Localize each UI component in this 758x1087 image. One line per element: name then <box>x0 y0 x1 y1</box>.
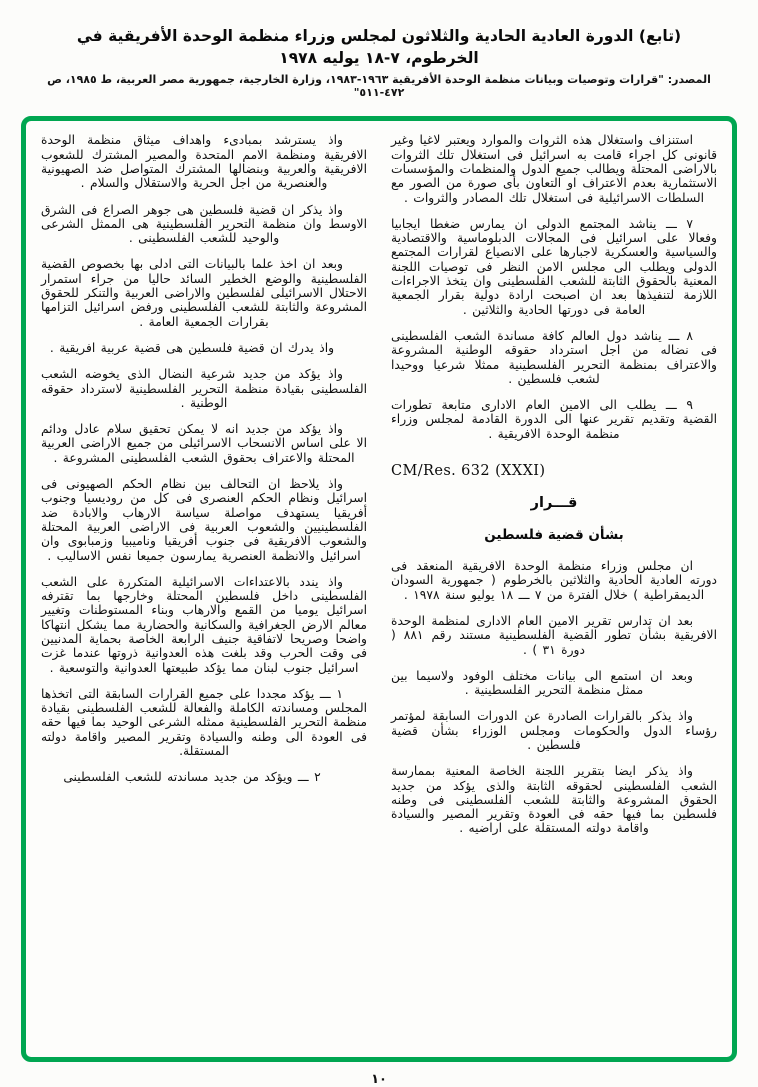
right-column <box>391 133 717 1047</box>
paragraph: واذ يلاحظ ان التحالف بين نظام الحكم الصهيونى فى اسرائيل ونظام الحكم العنصرى فى كل من روديسيا وجنوب أفريقيا يستهدف مواصلة سياسة الارهاب والابادة ضد الفلسطينيين والشعوب العربية فى الاراضى العربية المحتلة والشعوب الافريقية فى جنوب أفريقيا وناميبيا وزمبابوى وان اسرائيل والانظمة العنصرية يمارسون جميعا نفس الاساليب . <box>41 477 367 563</box>
paragraph: واذ يسترشد بمبادىء واهداف ميثاق منظمة الوحدة الافريقية ومنظمة الامم المتحدة والمصير المشترك للشعوب الافريقية والعربية وبنضالها المشترك المتواصل ضد الصهيونية والعنصرية من اجل الحرية والاستقلال والسلام . <box>41 133 367 191</box>
resolution-reference: CM/Res. 632 (XXXI) <box>391 463 546 480</box>
paragraph-item-8: ٨ ـــ يناشد دول العالم كافة مساندة الشعب الفلسطينى فى نضاله من اجل استرداد حقوقه الوطنية المشروعة والاعتراف بمنظمة التحرير الفلسطينية ممثلا شرعيا ووحيدا لشعب فلسطين . <box>391 328 717 386</box>
left-column <box>41 133 367 1047</box>
paragraph: واذ يؤكد من جديد شرعية النضال الذى يخوضه الشعب الفلسطينى بقيادة منظمة التحرير الفلسطينية لاسترداد حقوقه الوطنية . <box>41 367 367 410</box>
paragraph: واذ يؤكد من جديد انه لا يمكن تحقيق سلام عادل ودائم الا على اساس الانسحاب الاسرائيلى من جميع الاراضى العربية المحتلة والاعتراف بحقوق الشعب الفلسطينى المشروعة . <box>41 422 367 465</box>
paragraph: واذ يدرك ان قضية فلسطين هى قضية عربية افريقية . <box>49 340 335 355</box>
resolution-heading: قـــرار <box>530 495 578 512</box>
paragraph: استنزاف واستغلال هذه الثروات والموارد ويعتبر لاغيا وغير قانونى كل اجراء قامت به اسرائيل فى استغلال تلك الثروات بالاراضى المحتلة ويطالب جميع الدول والمنظمات والمؤسسات الاستثمارية بعدم الاعتراف او التعاون بأى صورة من الصور مع السلطات الاسرائيلية فى استغلال تلك المصادر والثروات . <box>391 133 717 205</box>
paragraph: وبعد ان اخذ علما بالبيانات التى ادلى بها بخصوص القضية الفلسطينية والوضع الخطير السائد حاليا من جراء استمرار الاحتلال الاسرائيلى لفلسطين والاراضى العربية والتنكر للحقوق المشروعة والثابتة للشعب الفلسطينى ورفض اسرائيل التزامها بقرارات الجمعية العامة . <box>41 257 367 329</box>
page-header <box>0 0 758 99</box>
paragraph: واذ يذكر ايضا بتقرير اللجنة الخاصة المعنية بممارسة الشعب الفلسطينى لحقوقه الثابتة والذى يؤكد من جديد الحقوق المشروعة والثابتة للشعب الفلسطينى فى وطنه فلسطين بما فيها حقه فى العودة وتقرير المصير والسيادة واقامة دولته المستقلة على اراضيه . <box>391 764 717 836</box>
document-title: (تابع) الدورة العادية الحادية والثلاثون لمجلس وزراء منظمة الوحدة الأفريقية في الخرطوم، ٧-١٨ يوليه ١٩٧٨ <box>76 27 682 67</box>
paragraph: واذ يندد بالاعتداءات الاسرائيلية المتكررة على الشعب الفلسطينى داخل فلسطين المحتلة وخارجها بما تقترفه اسرائيل يوميا من القمع والارهاب وبناء المستوطنات وتغيير معالم الارض الجغرافية والسكانية والحضارية مما يشكل انتهاكا واضحا وصريحا لاتفاقية جنيف الرابعة الخاصة بحماية المدنيين فى وقت الحرب وقد بلغت هذه العدوانية ذروتها عندما غزت اسرائيل جنوب لبنان مما يؤكد طبيعتها العدوانية والتوسعية . <box>41 574 367 675</box>
resolution-subject-heading: بشأن قضية فلسطين <box>484 527 624 544</box>
paragraph: واذ يذكر بالقرارات الصادرة عن الدورات السابقة لمؤتمر رؤساء الدول والحكومات ومجلس الوزراء بشأن قضية فلسطين . <box>391 709 717 752</box>
page-number: ١٠ <box>371 1072 387 1087</box>
two-column-body <box>41 133 717 1047</box>
source-citation: المصدر: "قرارات وتوصيات وبيانات منظمة الوحدة الأفريقية ١٩٦٣-١٩٨٣، وزارة الخارجية، جمهورية مصر العربية، ط ١٩٨٥، ص ٤٧٢-٥١١" <box>47 73 711 100</box>
paragraph-item-1: ١ ـــ يؤكد مجددا على جميع القرارات السابقة التى اتخذها المجلس ومساندته الكاملة والفعالة للشعب الفلسطينى بقيادة منظمة التحرير الفلسطينية ممثله الشرعى الوحيد بما فيها حقه فى العودة الى وطنه والسيادة وتقرير المصير واقامة دولته المستقلة. <box>41 686 367 759</box>
paragraph-item-9: ٩ ـــ يطلب الى الامين العام الادارى متابعة تطورات القضية وتقديم تقرير عنها الى الدورة القادمة لمجلس وزراء منظمة الوحدة الافريقية . <box>391 398 717 441</box>
page-footer <box>0 1072 758 1087</box>
paragraph: ان مجلس وزراء منظمة الوحدة الافريقية المنعقد فى دورته العادية الحادية والثلاثين بالخرطوم ( جمهورية السودان الديمقراطية ) خلال الفترة من ٧ ـــ ١٨ يوليو سنة ١٩٧٨ . <box>391 559 717 602</box>
paragraph-item-7: ٧ ـــ يناشد المجتمع الدولى ان يمارس ضغطا ايجابيا وفعالا على اسرائيل فى المجالات الدبلوماسية والاقتصادية والسياسية والعسكرية لاجبارها على الانصياع لقرارات المجتمع الدولى ويطلب الى مجلس الامن النظر فى توصيات اللجنة المعنية بالحقوق الثابتة للشعب الفلسطينى وان يتخذ الاجراءات اللازمة لتنفيذها بعد ان اصبحت ارادة دولية بقرار الجمعية العامة فى دورتها الحادية والثلاثين . <box>391 216 717 317</box>
paragraph: وبعد ان استمع الى بيانات مختلف الوفود ولاسيما بين ممثل منظمة التحرير الفلسطينية . <box>391 668 693 698</box>
paragraph-item-2: ٢ ـــ ويؤكد من جديد مساندته للشعب الفلسطينى <box>63 770 321 785</box>
green-border-frame <box>21 116 737 1062</box>
paragraph: بعد ان تدارس تقرير الامين العام الادارى لمنظمة الوحدة الافريقية بشأن تطور القضية الفلسطينية مستند رقم ٨٨١ ( دورة ٣١ ) . <box>391 613 717 657</box>
paragraph: واذ يذكر ان قضية فلسطين هى جوهر الصراع فى الشرق الاوسط وان منظمة التحرير الفلسطينية هى الممثل الشرعى والوحيد للشعب الفلسطينى . <box>41 202 367 246</box>
